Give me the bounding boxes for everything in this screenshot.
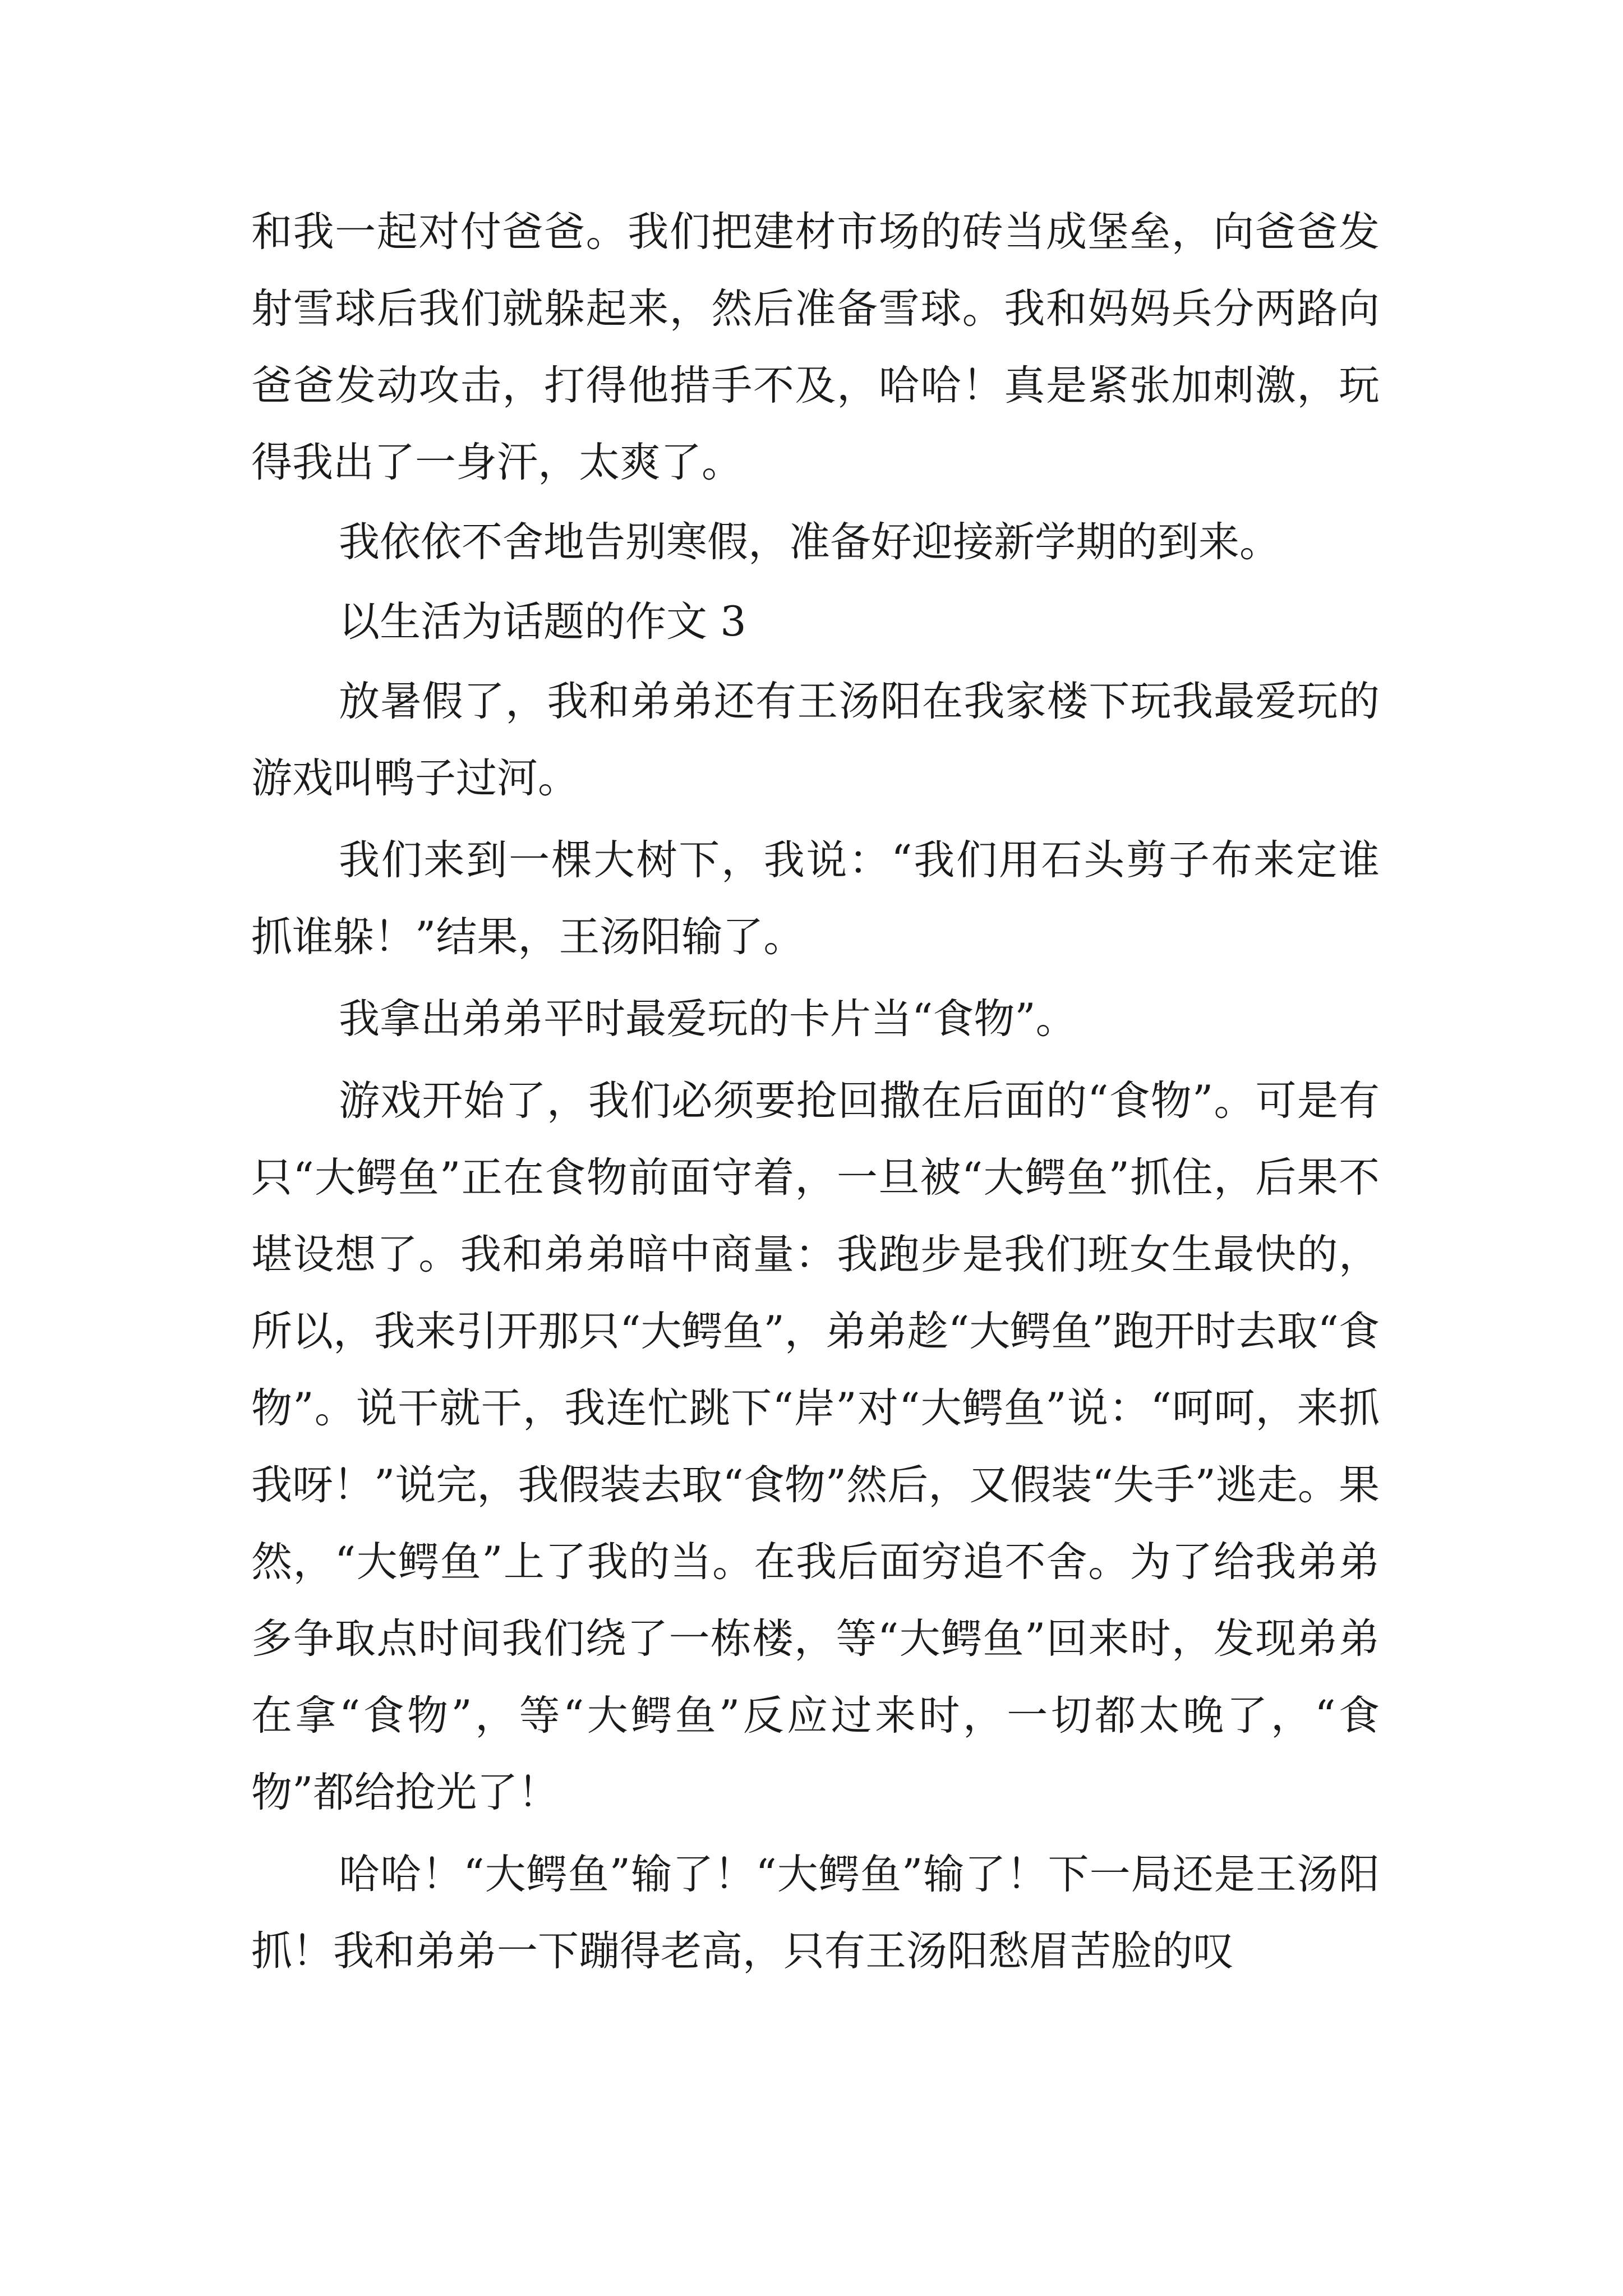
paragraph-cards-as-food: 我拿出弟弟平时最爱玩的卡片当“食物”。: [339, 995, 1077, 1043]
paragraph-summer-break: 放暑假了，我和弟弟还有王汤阳在我家楼下玩我最爱玩的游戏叫鸭子过河。: [251, 678, 1380, 802]
essay-heading-3: 以生活为话题的作文 3: [339, 598, 746, 646]
paragraph-farewell-winter-break: 我依依不舍地告别寒假，准备好迎接新学期的到来。: [339, 518, 1280, 566]
paragraph-game-story: 游戏开始了，我们必须要抢回撒在后面的“食物”。可是有只“大鳄鱼”正在食物前面守着，一旦被“大鳄鱼”抓住，后果不堪设想了。我和弟弟暗中商量：我跑步是我们班女生最快的，所以，我来引开那只“大鳄鱼”，弟弟趁“大鳄鱼”跑开时去取“食物”。说干就干，我连忙跳下“岸”对“大鳄鱼”说：“呵呵，来抓我呀！”说完，我假装去取“食物”然后，又假装“失手”逃走。果然，“大鳄鱼”上了我的当。在我后面穷追不舍。为了给我弟弟多争取点时间我们绕了一栋楼，等“大鳄鱼”回来时，发现弟弟在拿“食物”，等“大鳄鱼”反应过来时，一切都太晚了，“食物”都给抢光了！: [251, 1077, 1380, 1816]
paragraph-continuation: 和我一起对付爸爸。我们把建材市场的砖当成堡垒，向爸爸发射雪球后我们就躲起来，然后准备雪球。我和妈妈兵分两路向爸爸发动攻击，打得他措手不及，哈哈！真是紧张加刺激，玩得我出了一身汗，太爽了。: [251, 208, 1380, 486]
paragraph-rock-paper-scissors: 我们来到一棵大树下，我说：“我们用石头剪子布来定谁抓谁躲！”结果，王汤阳输了。: [251, 836, 1380, 961]
paragraph-crocodile-lost: 哈哈！“大鳄鱼”输了！“大鳄鱼”输了！下一局还是王汤阳抓！我和弟弟一下蹦得老高，只有王汤阳愁眉苦脸的叹: [251, 1851, 1380, 1975]
document-body: [251, 194, 1380, 1990]
